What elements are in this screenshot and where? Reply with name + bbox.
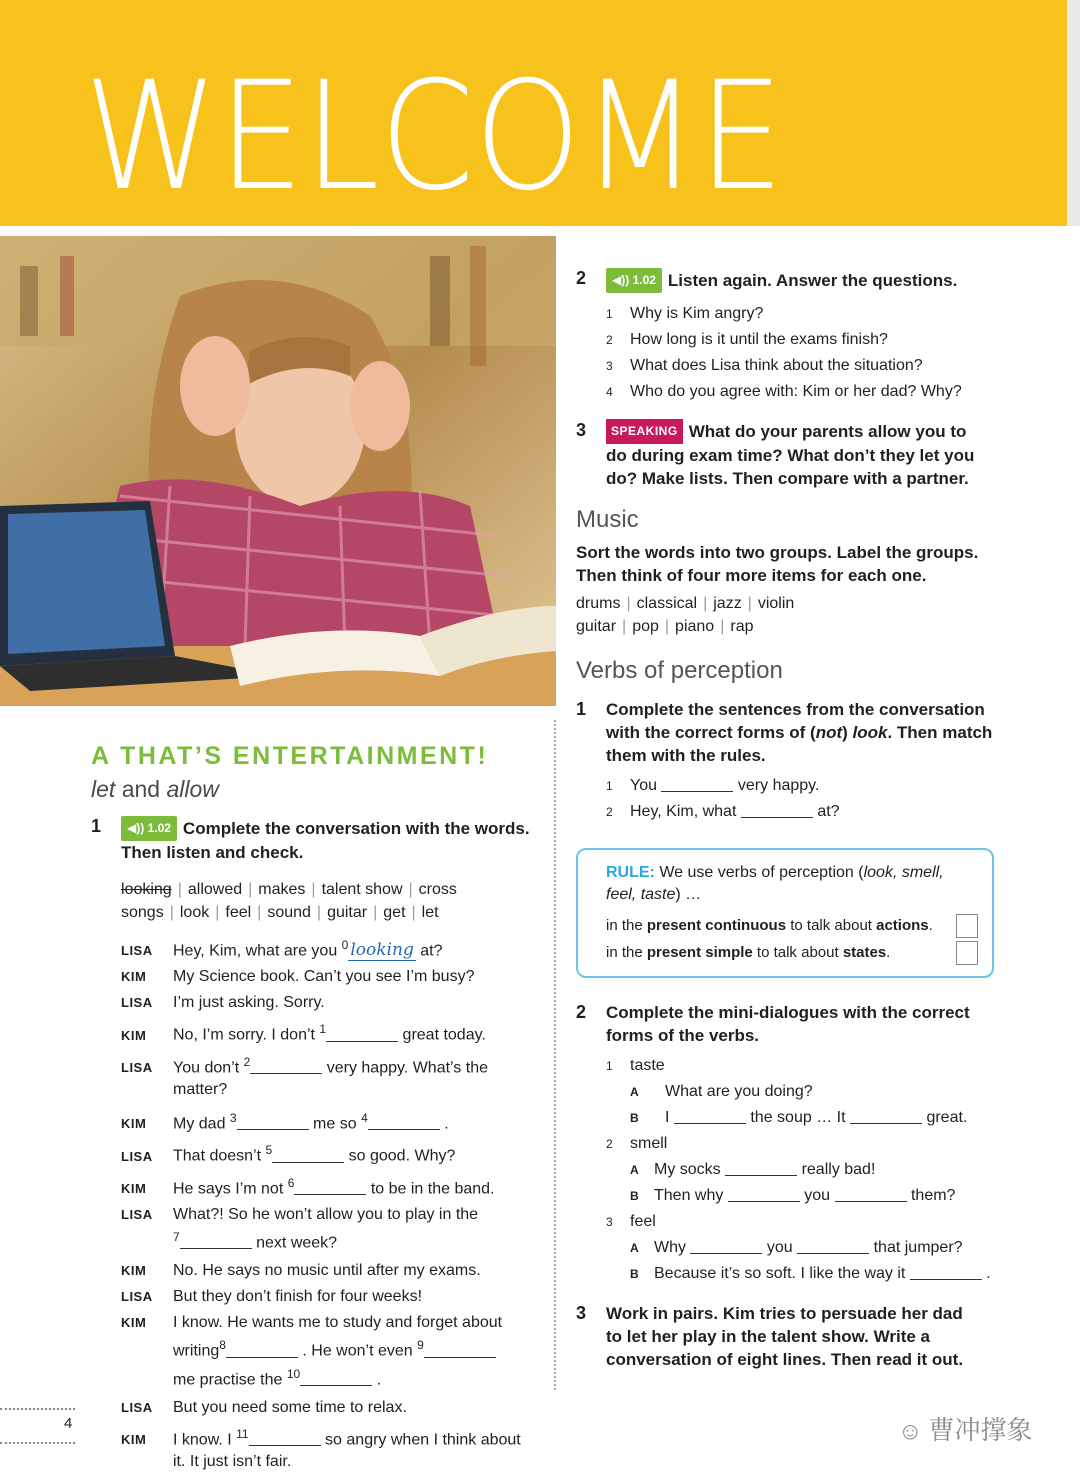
answer-blank[interactable] — [661, 777, 733, 792]
page-number: 4 — [64, 1415, 73, 1432]
answer-blank[interactable] — [249, 1431, 321, 1446]
perception-exercise-2: 2 Complete the mini-dialogues with the correct forms of the verbs. 1 taste A What are you doing? B I the soup … It great. 2 smell A My socks really bad! B Then why you them? 3 feel A Why you that jumper? B Because it’s so soft. I like the way it . — [576, 1002, 991, 1282]
answer-blank[interactable] — [741, 803, 813, 818]
question-item: 2 How long is it until the exams finish? — [606, 331, 888, 348]
dialogue-line: KIM No, I’m sorry. I don’t $^1$ great today. — [121, 1022, 486, 1044]
answer-blank[interactable] — [850, 1109, 922, 1124]
wechat-icon: ☺ — [898, 1418, 923, 1445]
rule-row: in the present simple to talk about states. — [606, 939, 978, 966]
watermark: ☺ 曹冲撑象 — [898, 1415, 1033, 1445]
dialogue-line: LISA That doesn’t $^5$ so good. Why? — [121, 1143, 456, 1165]
page-edge — [1067, 0, 1080, 226]
exercise-1 — [91, 816, 531, 1473]
answer-blank[interactable] — [835, 1187, 907, 1202]
column-divider — [554, 720, 556, 1390]
answer-blank[interactable] — [910, 1265, 982, 1280]
exercise-3: 3 SPEAKING What do your parents allow you to do during exam time? What don’t they let you do? Make lists. Then compare with a partner. — [576, 420, 975, 488]
word-bank-row-2: songs | look | feel | sound | guitar | get | let — [121, 904, 439, 921]
perception-exercise-1: 1 Complete the sentences from the conversation with the correct forms of (not) look. Then match them with the rules. 1 You very happy. 2 Hey, Kim, what at? — [576, 698, 996, 825]
question-item: 3 What does Lisa think about the situation? — [606, 357, 923, 374]
audio-track-badge[interactable]: ◀)) 1.02 — [606, 268, 662, 293]
dialogue-line: LISA What?! So he won’t allow you to play in the $^7$ next week? — [121, 1205, 479, 1252]
dialogue-line: KIM My dad $^3$ me so $^4$ . — [121, 1110, 449, 1133]
dialogue-line: LISA You don’t $^2$ very happy. What’s the matter? — [121, 1054, 488, 1098]
perception-exercise-3: 3 Work in pairs. Kim tries to persuade her dad to let her play in the talent show. Write a conversation of eight lines. Then read it out. — [576, 1303, 964, 1369]
answer-blank[interactable] — [690, 1239, 762, 1254]
word-bank-row-1: looking | allowed | makes | talent show | cross — [121, 881, 457, 898]
dialogue-line: LISA But you need some time to relax. — [121, 1398, 407, 1416]
answer-blank[interactable] — [226, 1343, 298, 1358]
answer-blank[interactable] — [424, 1343, 496, 1358]
answer-blank[interactable] — [797, 1239, 869, 1254]
answer-blank[interactable] — [180, 1234, 252, 1249]
answer-blank[interactable] — [674, 1109, 746, 1124]
perception-heading: Verbs of perception — [576, 657, 783, 684]
music-heading: Music — [576, 506, 639, 533]
answer-blank[interactable] — [300, 1371, 372, 1386]
dialogue-line: LISA Hey, Kim, what are you $^0$ looking at? — [121, 938, 443, 961]
footer-rule-bottom — [0, 1442, 75, 1444]
rule-text: RULE: We use verbs of perception (look, smell, feel, taste) … — [606, 864, 944, 903]
dialogue-line: LISA But they don’t finish for four weeks! — [121, 1288, 423, 1306]
answer-blank[interactable] — [237, 1115, 309, 1130]
dialogue-line: KIM I know. He wants me to study and forget about writing$^8$ . He won’t even $^9$ me practise the $^{10}$ . — [121, 1314, 503, 1388]
answer-blank[interactable] — [326, 1027, 398, 1042]
music-instruction: Sort the words into two groups. Label the groups. Then think of four more items for each one. — [576, 543, 979, 585]
example-answer: looking — [350, 940, 414, 961]
dialogue-line: KIM I know. I $^{11}$ so angry when I think about it. It just isn’t fair. — [121, 1426, 521, 1471]
section-heading: A THAT’S ENTERTAINMENT! — [91, 742, 489, 770]
word-bank — [91, 878, 531, 924]
exercise-1-instruction: 1 ◀)) 1.02 Complete the conversation with the words. Then listen and check. — [91, 816, 530, 862]
answer-blank[interactable] — [368, 1115, 440, 1130]
match-checkbox[interactable] — [956, 941, 978, 965]
question-list — [576, 301, 996, 405]
rule-row: in the present continuous to talk about actions. — [606, 912, 978, 939]
sentence-item: 2 Hey, Kim, what at? — [606, 803, 840, 820]
dialogue-line: KIM My Science book. Can’t you see I’m busy? — [121, 968, 475, 986]
welcome-title — [84, 70, 804, 200]
question-item: 1 Why is Kim angry? — [606, 305, 764, 322]
footer-rule-top — [0, 1408, 75, 1410]
answer-blank[interactable] — [728, 1187, 800, 1202]
rule-rows — [606, 912, 978, 966]
answer-blank[interactable] — [725, 1161, 797, 1176]
sentence-item: 1 You very happy. — [606, 777, 820, 794]
audio-track-badge[interactable]: ◀)) 1.02 — [121, 816, 177, 841]
section-subheading: let and allow — [91, 776, 219, 802]
speaking-badge: SPEAKING — [606, 419, 683, 444]
dialogue — [91, 932, 531, 1473]
answer-blank[interactable] — [250, 1059, 322, 1074]
exercise-2: 2 ◀)) 1.02 Listen again. Answer the questions. 1 Why is Kim angry? 2 How long is it until the exams finish? 3 What does Lisa think about the situation? 4 Who do you agree with: Kim or her dad? Why? — [576, 268, 996, 405]
dialogue-line: KIM No. He says no music until after my exams. — [121, 1262, 481, 1280]
question-item: 4 Who do you agree with: Kim or her dad? Why? — [606, 383, 962, 400]
answer-blank[interactable] — [294, 1180, 366, 1195]
match-checkbox[interactable] — [956, 914, 978, 938]
dialogue-line: KIM He says I’m not $^6$ to be in the band. — [121, 1175, 495, 1197]
student-photo — [0, 236, 556, 706]
answer-blank[interactable] — [272, 1148, 344, 1163]
dialogue-line: LISA I’m just asking. Sorry. — [121, 994, 325, 1012]
music-word-bank: drums | classical | jazz | violin guitar | pop | piano | rap — [576, 595, 795, 635]
welcome-title-text: WELCOME — [84, 70, 784, 200]
